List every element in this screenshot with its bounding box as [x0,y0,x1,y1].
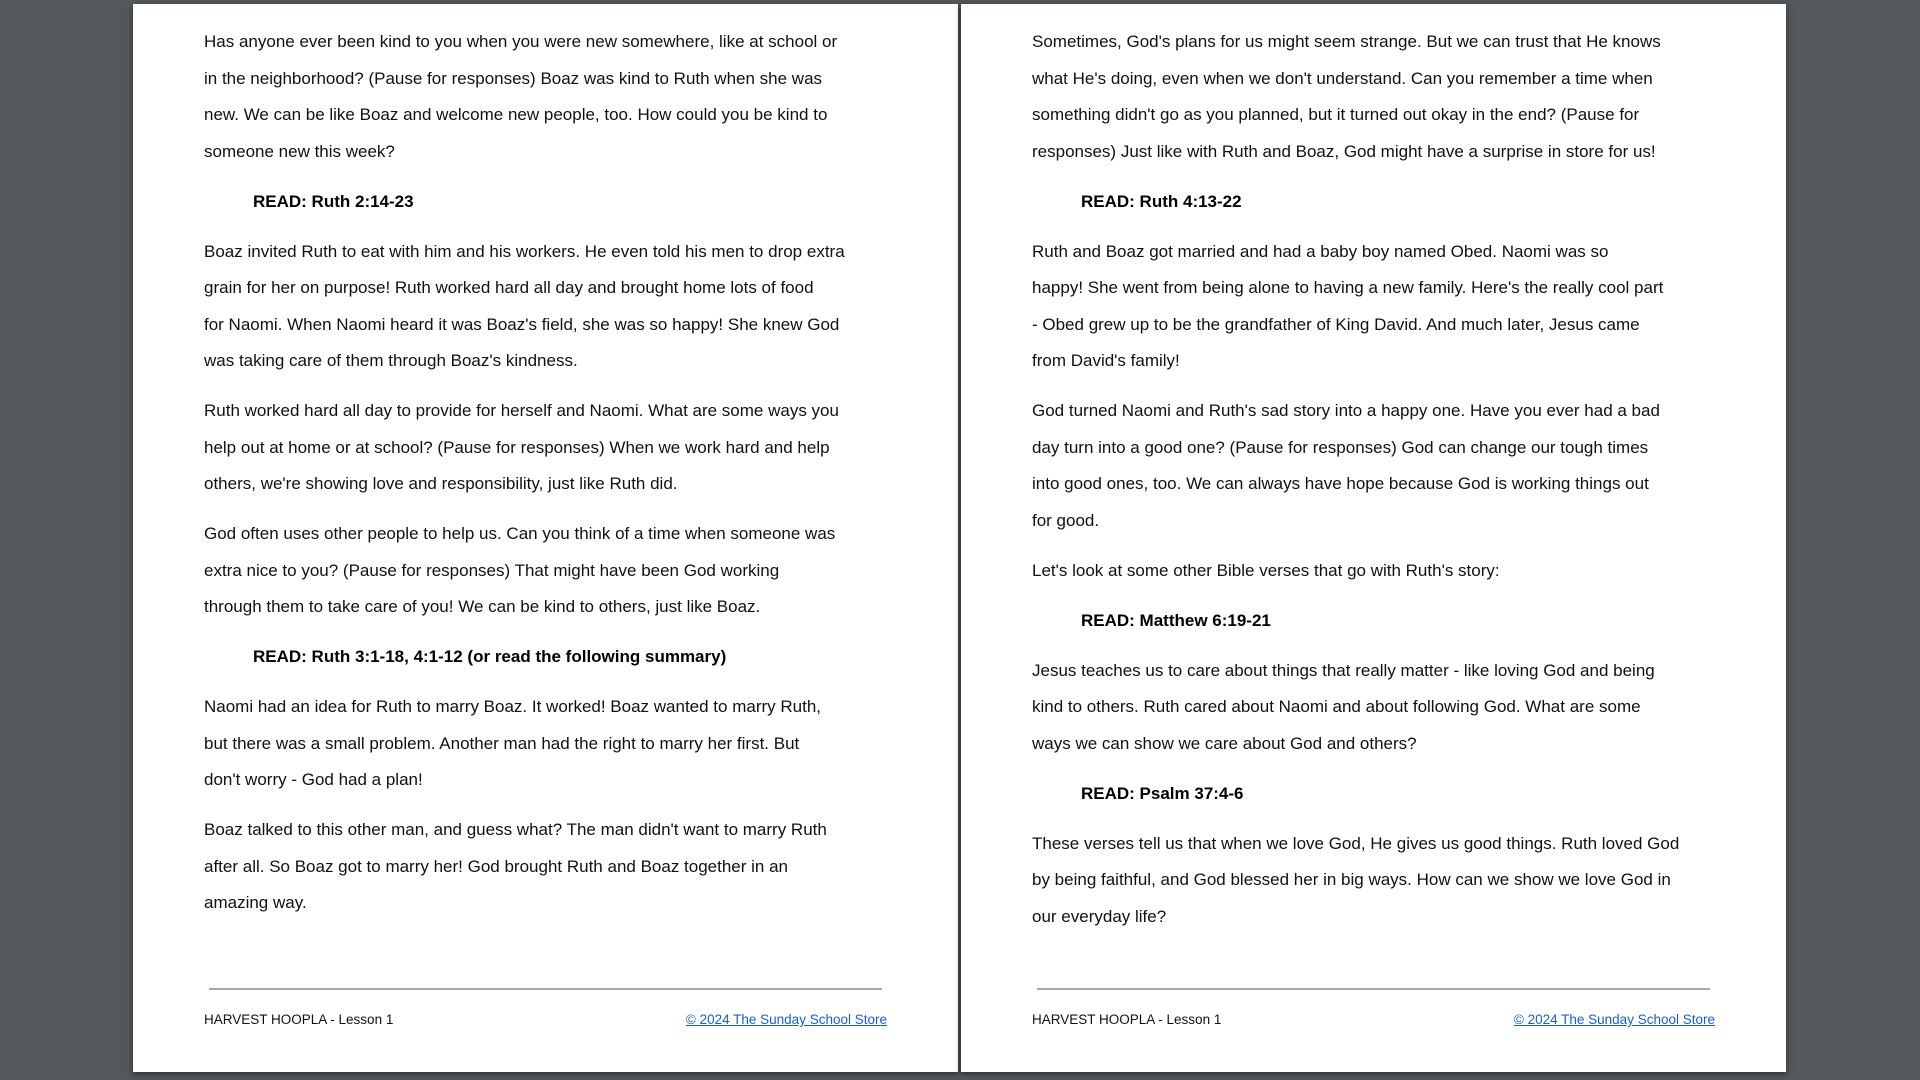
page-content [204,24,904,935]
paragraph [204,516,904,626]
paragraph [204,689,904,799]
paragraph [1032,553,1732,590]
paragraph [1032,653,1732,763]
text-line: from David's family! [1032,351,1180,370]
text-line: happy! She went from being alone to having a new family. Here's the really cool part [1032,278,1664,297]
footer-divider [1037,988,1710,990]
text-line: Boaz invited Ruth to eat with him and his workers. He even told his men to drop extra [204,241,845,261]
paragraph [204,812,904,922]
footer-copyright-link[interactable]: © 2024 The Sunday School Store [1513,1012,1715,1027]
document-page-left [133,4,958,1072]
text-line: through them to take care of you! We can be kind to others, just like Boaz. [204,597,761,616]
paragraph [1032,393,1732,539]
text-line: kind to others. Ruth cared about Naomi and about following God. What are some [1032,697,1641,716]
footer-copyright-link[interactable]: © 2024 The Sunday School Store [685,1012,887,1027]
text-line: Has anyone ever been kind to you when you were new somewhere, like at school or [204,32,838,51]
text-line: someone new this week? [204,141,395,161]
text-line: Sometimes, God's plans for us might seem strange. But we can trust that He knows [1032,32,1661,51]
text-line: don't worry - God had a plan! [204,770,423,789]
text-line: Ruth and Boaz got married and had a baby boy named Obed. Naomi was so [1032,241,1609,261]
text-line: Boaz talked to this other man, and guess what? The man didn't want to marry Ruth [204,820,827,839]
text-line: our everyday life? [1032,906,1167,926]
paragraph [204,24,904,170]
text-line: responses) Just like with Ruth and Boaz, God might have a surprise in store for us! [1032,141,1656,161]
paragraph [1032,234,1732,380]
text-line: help out at home or at school? (Pause for responses) When we work hard and help [204,437,830,457]
scripture-reading-heading: READ: Psalm 37:4-6 [1081,783,1244,803]
text-line: grain for her on purpose! Ruth worked hard all day and brought home lots of food [204,278,814,297]
text-line: but there was a small problem. Another man had the right to marry her first. But [204,733,800,753]
text-line: ways we can show we care about God and others? [1032,733,1417,753]
scripture-reading-heading: READ: Ruth 3:1-18, 4:1-12 (or read the following summary) [253,647,727,666]
text-line: by being faithful, and God blessed her in big ways. How can we show we love God in [1032,870,1671,889]
text-line: for good. [1032,510,1100,530]
paragraph [1032,24,1732,170]
text-line: something didn't go as you planned, but it turned out okay in the end? (Pause for [1032,105,1640,124]
text-line: after all. So Boaz got to marry her! God brought Ruth and Boaz together in an [204,856,789,876]
text-line: Let's look at some other Bible verses that go with Ruth's story: [1032,560,1500,580]
scripture-reading-heading: READ: Ruth 4:13-22 [1081,191,1242,211]
footer-lesson-title: HARVEST HOOPLA - Lesson 1 [1032,1012,1222,1027]
document-page-right [961,4,1786,1072]
scripture-reading-heading: READ: Ruth 2:14-23 [253,191,414,211]
text-line: into good ones, too. We can always have hope because God is working things out [1032,474,1649,493]
footer-lesson-title: HARVEST HOOPLA - Lesson 1 [204,1012,394,1027]
paragraph [204,234,904,380]
footer-divider [209,988,882,990]
text-line: God turned Naomi and Ruth's sad story into a happy one. Have you ever had a bad [1032,401,1660,420]
text-line: for Naomi. When Naomi heard it was Boaz's field, she was so happy! She knew God [204,314,840,334]
text-line: These verses tell us that when we love God, He gives us good things. Ruth loved God [1032,833,1680,853]
text-line: Ruth worked hard all day to provide for herself and Naomi. What are some ways you [204,401,839,420]
text-line: in the neighborhood? (Pause for responses) Boaz was kind to Ruth when she was [204,68,823,88]
paragraph [1032,826,1732,936]
paragraph [204,393,904,503]
text-line: others, we're showing love and responsibility, just like Ruth did. [204,474,678,493]
text-line: God often uses other people to help us. Can you think of a time when someone was [204,524,836,543]
page-content [1032,24,1732,949]
text-line: new. We can be like Boaz and welcome new people, too. How could you be kind to [204,105,828,124]
text-line: was taking care of them through Boaz's kindness. [204,351,578,370]
scripture-reading-heading: READ: Matthew 6:19-21 [1081,610,1271,630]
text-line: amazing way. [204,893,307,912]
text-line: day turn into a good one? (Pause for responses) God can change our tough times [1032,437,1649,457]
text-line: Naomi had an idea for Ruth to marry Boaz. It worked! Boaz wanted to marry Ruth, [204,697,822,716]
text-line: what He's doing, even when we don't understand. Can you remember a time when [1032,68,1653,88]
text-line: extra nice to you? (Pause for responses) That might have been God working [204,560,780,580]
text-line: Jesus teaches us to care about things that really matter - like loving God and being [1032,660,1655,680]
text-line: - Obed grew up to be the grandfather of King David. And much later, Jesus came [1032,314,1640,334]
